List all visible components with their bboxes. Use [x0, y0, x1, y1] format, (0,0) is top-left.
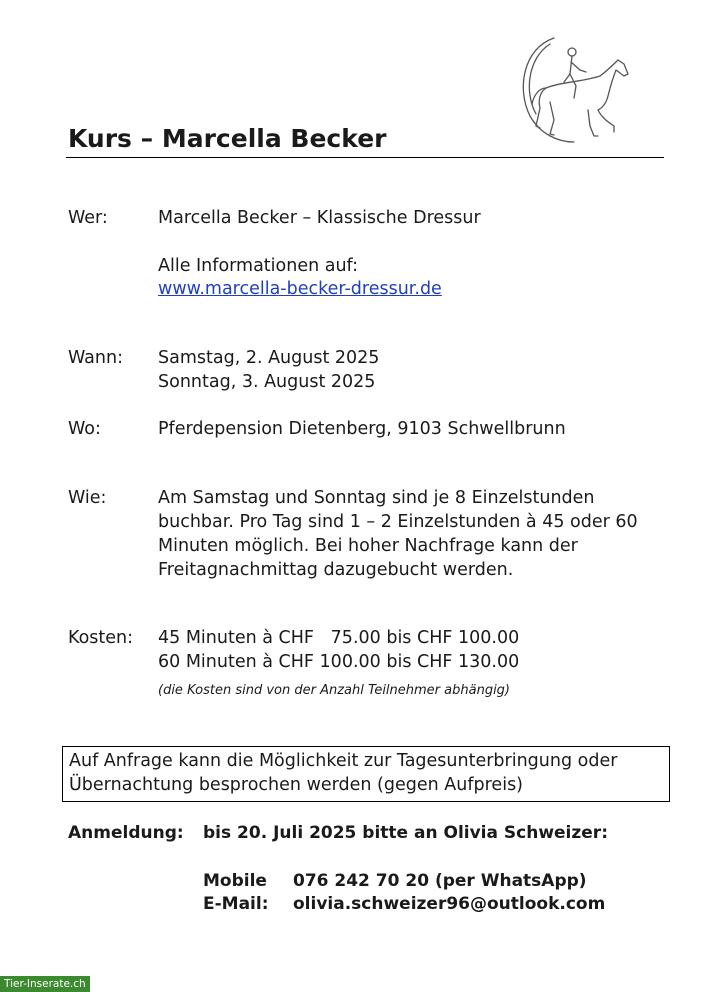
- website-link[interactable]: www.marcella-becker-dressur.de: [158, 279, 442, 299]
- wo-value: Pferdepension Dietenberg, 9103 Schwellbrunn: [158, 419, 566, 439]
- anmeldung-label: Anmeldung:: [68, 823, 184, 843]
- kosten-line: 45 Minuten à CHF 75.00 bis CHF 100.00: [158, 628, 520, 648]
- date-sunday: Sonntag, 3. August 2025: [158, 372, 376, 392]
- title-underline: [66, 157, 664, 158]
- page-title: Kurs – Marcella Becker: [68, 124, 387, 153]
- wie-line: Am Samstag und Sonntag sind je 8 Einzelstunden: [158, 488, 595, 508]
- wie-line: Freitagnachmittag dazugebucht werden.: [158, 560, 514, 580]
- mobile-value: 076 242 70 20 (per WhatsApp): [293, 871, 587, 891]
- wer-value: Marcella Becker – Klassische Dressur: [158, 208, 481, 228]
- wer-label: Wer:: [68, 208, 108, 228]
- wie-line: buchbar. Pro Tag sind 1 – 2 Einzelstunden à 45 oder 60: [158, 512, 638, 532]
- watermark-badge: Tier-Inserate.ch: [0, 976, 90, 992]
- wann-label: Wann:: [68, 348, 123, 368]
- kosten-line: 60 Minuten à CHF 100.00 bis CHF 130.00: [158, 652, 520, 672]
- mobile-label: Mobile: [203, 871, 267, 891]
- kosten-note: (die Kosten sind von der Anzahl Teilnehmer abhängig): [158, 683, 511, 698]
- notice-line: Übernachtung besprochen werden (gegen Aufpreis): [69, 775, 524, 795]
- date-saturday: Samstag, 2. August 2025: [158, 348, 380, 368]
- notice-line: Auf Anfrage kann die Möglichkeit zur Tagesunterbringung oder: [69, 751, 618, 771]
- notice-box: [62, 746, 670, 802]
- horse-rider-logo: [510, 30, 638, 150]
- wie-line: Minuten möglich. Bei hoher Nachfrage kann der: [158, 536, 578, 556]
- info-label: Alle Informationen auf:: [158, 256, 358, 276]
- email-value: olivia.schweizer96@outlook.com: [293, 894, 606, 914]
- kosten-label: Kosten:: [68, 628, 134, 648]
- anmeldung-value: bis 20. Juli 2025 bitte an Olivia Schweizer:: [203, 823, 608, 843]
- wie-label: Wie:: [68, 488, 107, 508]
- wo-label: Wo:: [68, 419, 101, 439]
- email-label: E-Mail:: [203, 894, 269, 914]
